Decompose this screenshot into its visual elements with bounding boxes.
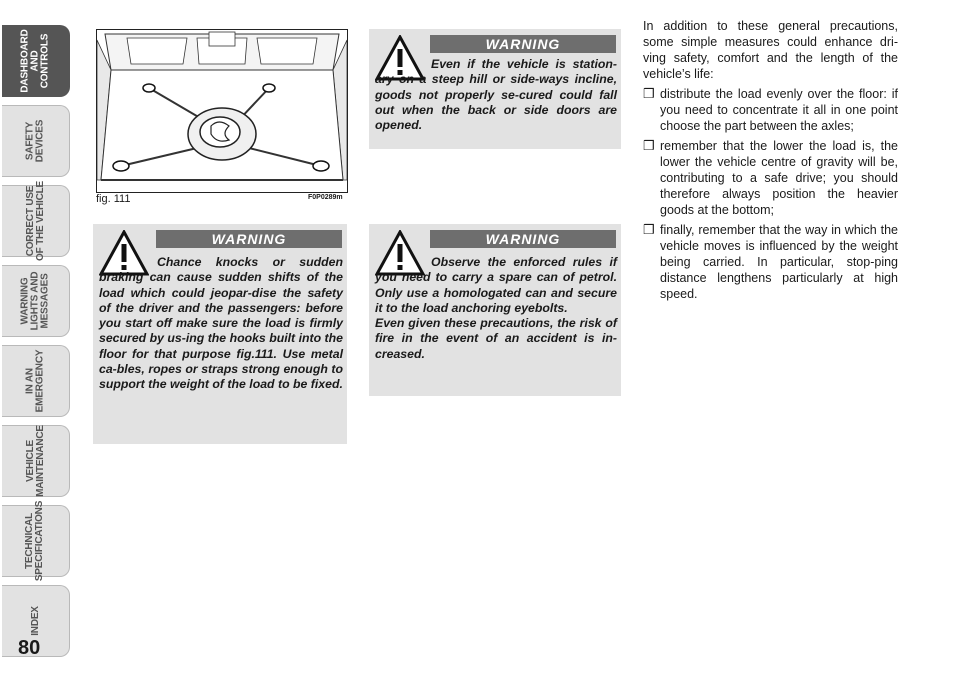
tab-label: VEHICLE MAINTENANCE xyxy=(24,425,46,497)
load-floor-illustration xyxy=(96,29,348,193)
intro-paragraph: In addition to these general precautions, some simple measures could enhance dri-ving safety, comfort and the length of the vehicle’s life: xyxy=(643,19,898,81)
tab-label: TECHNICAL SPECIFICATIONS xyxy=(24,500,46,582)
list-item-text: distribute the load evenly over the floor: if you need to concentrate it all in one point choose the part between the axles; xyxy=(660,87,898,133)
warning-paragraph: Even given these precautions, the risk of fire in the event of an accident is in-creased. xyxy=(375,316,617,361)
figure-caption: fig. 111 xyxy=(96,193,131,205)
tab-label: IN AN EMERGENCY xyxy=(24,349,46,413)
list-item-text: remember that the lower the load is, the lower the vehicle centre of gravity will be, contributing to a safe drive; you should therefore always position the heavier goods at the bottom; xyxy=(660,139,898,217)
list-item xyxy=(643,138,898,218)
list-item xyxy=(643,222,898,302)
tab-label: WARNING LIGHTS AND MESSAGES xyxy=(19,271,51,331)
warning-box-petrol-can xyxy=(369,224,621,396)
page-number: 80 xyxy=(18,637,41,659)
tab-technical-specifications[interactable] xyxy=(2,500,70,582)
warning-paragraph: Chance knocks or sudden braking can cause sudden shifts of the load which could jeopar-dise the safety of the driver and the passengers: before you start off make sure the load is firmly secured by us-ing the hooks built into the floor for that purpose fig.111. Use metal ca-bles, ropes or straps strong enough to support the weight of the load to be fixed. xyxy=(99,255,343,392)
checkbox-bullet-icon: ❒ xyxy=(643,138,655,153)
warning-paragraph: Even if the vehicle is station-ary on a steep hill or side-ways incline, goods not properly se-cured could fall out when the back or side doors are opened. xyxy=(375,57,617,133)
tab-label: SAFETY DEVICES xyxy=(24,119,46,163)
tab-safety-devices[interactable] xyxy=(2,105,70,177)
warning-box-hill xyxy=(369,29,621,149)
warning-banner: WARNING xyxy=(430,35,616,53)
tab-label: DASHBOARD AND CONTROLS xyxy=(19,29,51,93)
checkbox-bullet-icon: ❒ xyxy=(643,86,655,101)
warning-paragraph: Observe the enforced rules if you need to carry a spare can of petrol. Only use a homologated can and secure it to the load anchoring eyebolts. xyxy=(375,255,617,315)
cargo-floor-drawing xyxy=(97,30,347,192)
tab-dashboard-and-controls[interactable] xyxy=(2,25,70,97)
tab-label: CORRECT USE OF THE VEHICLE xyxy=(24,181,46,261)
warning-banner: WARNING xyxy=(156,230,342,248)
warning-box-load-shift xyxy=(93,224,347,444)
warning-text xyxy=(375,255,617,362)
tab-label: INDEX xyxy=(29,606,41,636)
list-item-text: finally, remember that the way in which the vehicle moves is influenced by the weight being carried. In particular, stop-ping distance lengthens particularly at high speed. xyxy=(660,223,898,301)
precautions-column xyxy=(643,18,898,306)
warning-banner: WARNING xyxy=(430,230,616,248)
tab-warning-lights[interactable] xyxy=(2,265,70,337)
figure-code: F0P0289m xyxy=(308,194,343,201)
tab-correct-use[interactable] xyxy=(2,181,70,261)
checkbox-bullet-icon: ❒ xyxy=(643,222,655,237)
warning-text xyxy=(375,57,617,133)
precautions-list xyxy=(643,86,898,302)
list-item xyxy=(643,86,898,134)
warning-text xyxy=(99,255,343,393)
tab-vehicle-maintenance[interactable] xyxy=(2,425,70,497)
tab-in-an-emergency[interactable] xyxy=(2,345,70,417)
